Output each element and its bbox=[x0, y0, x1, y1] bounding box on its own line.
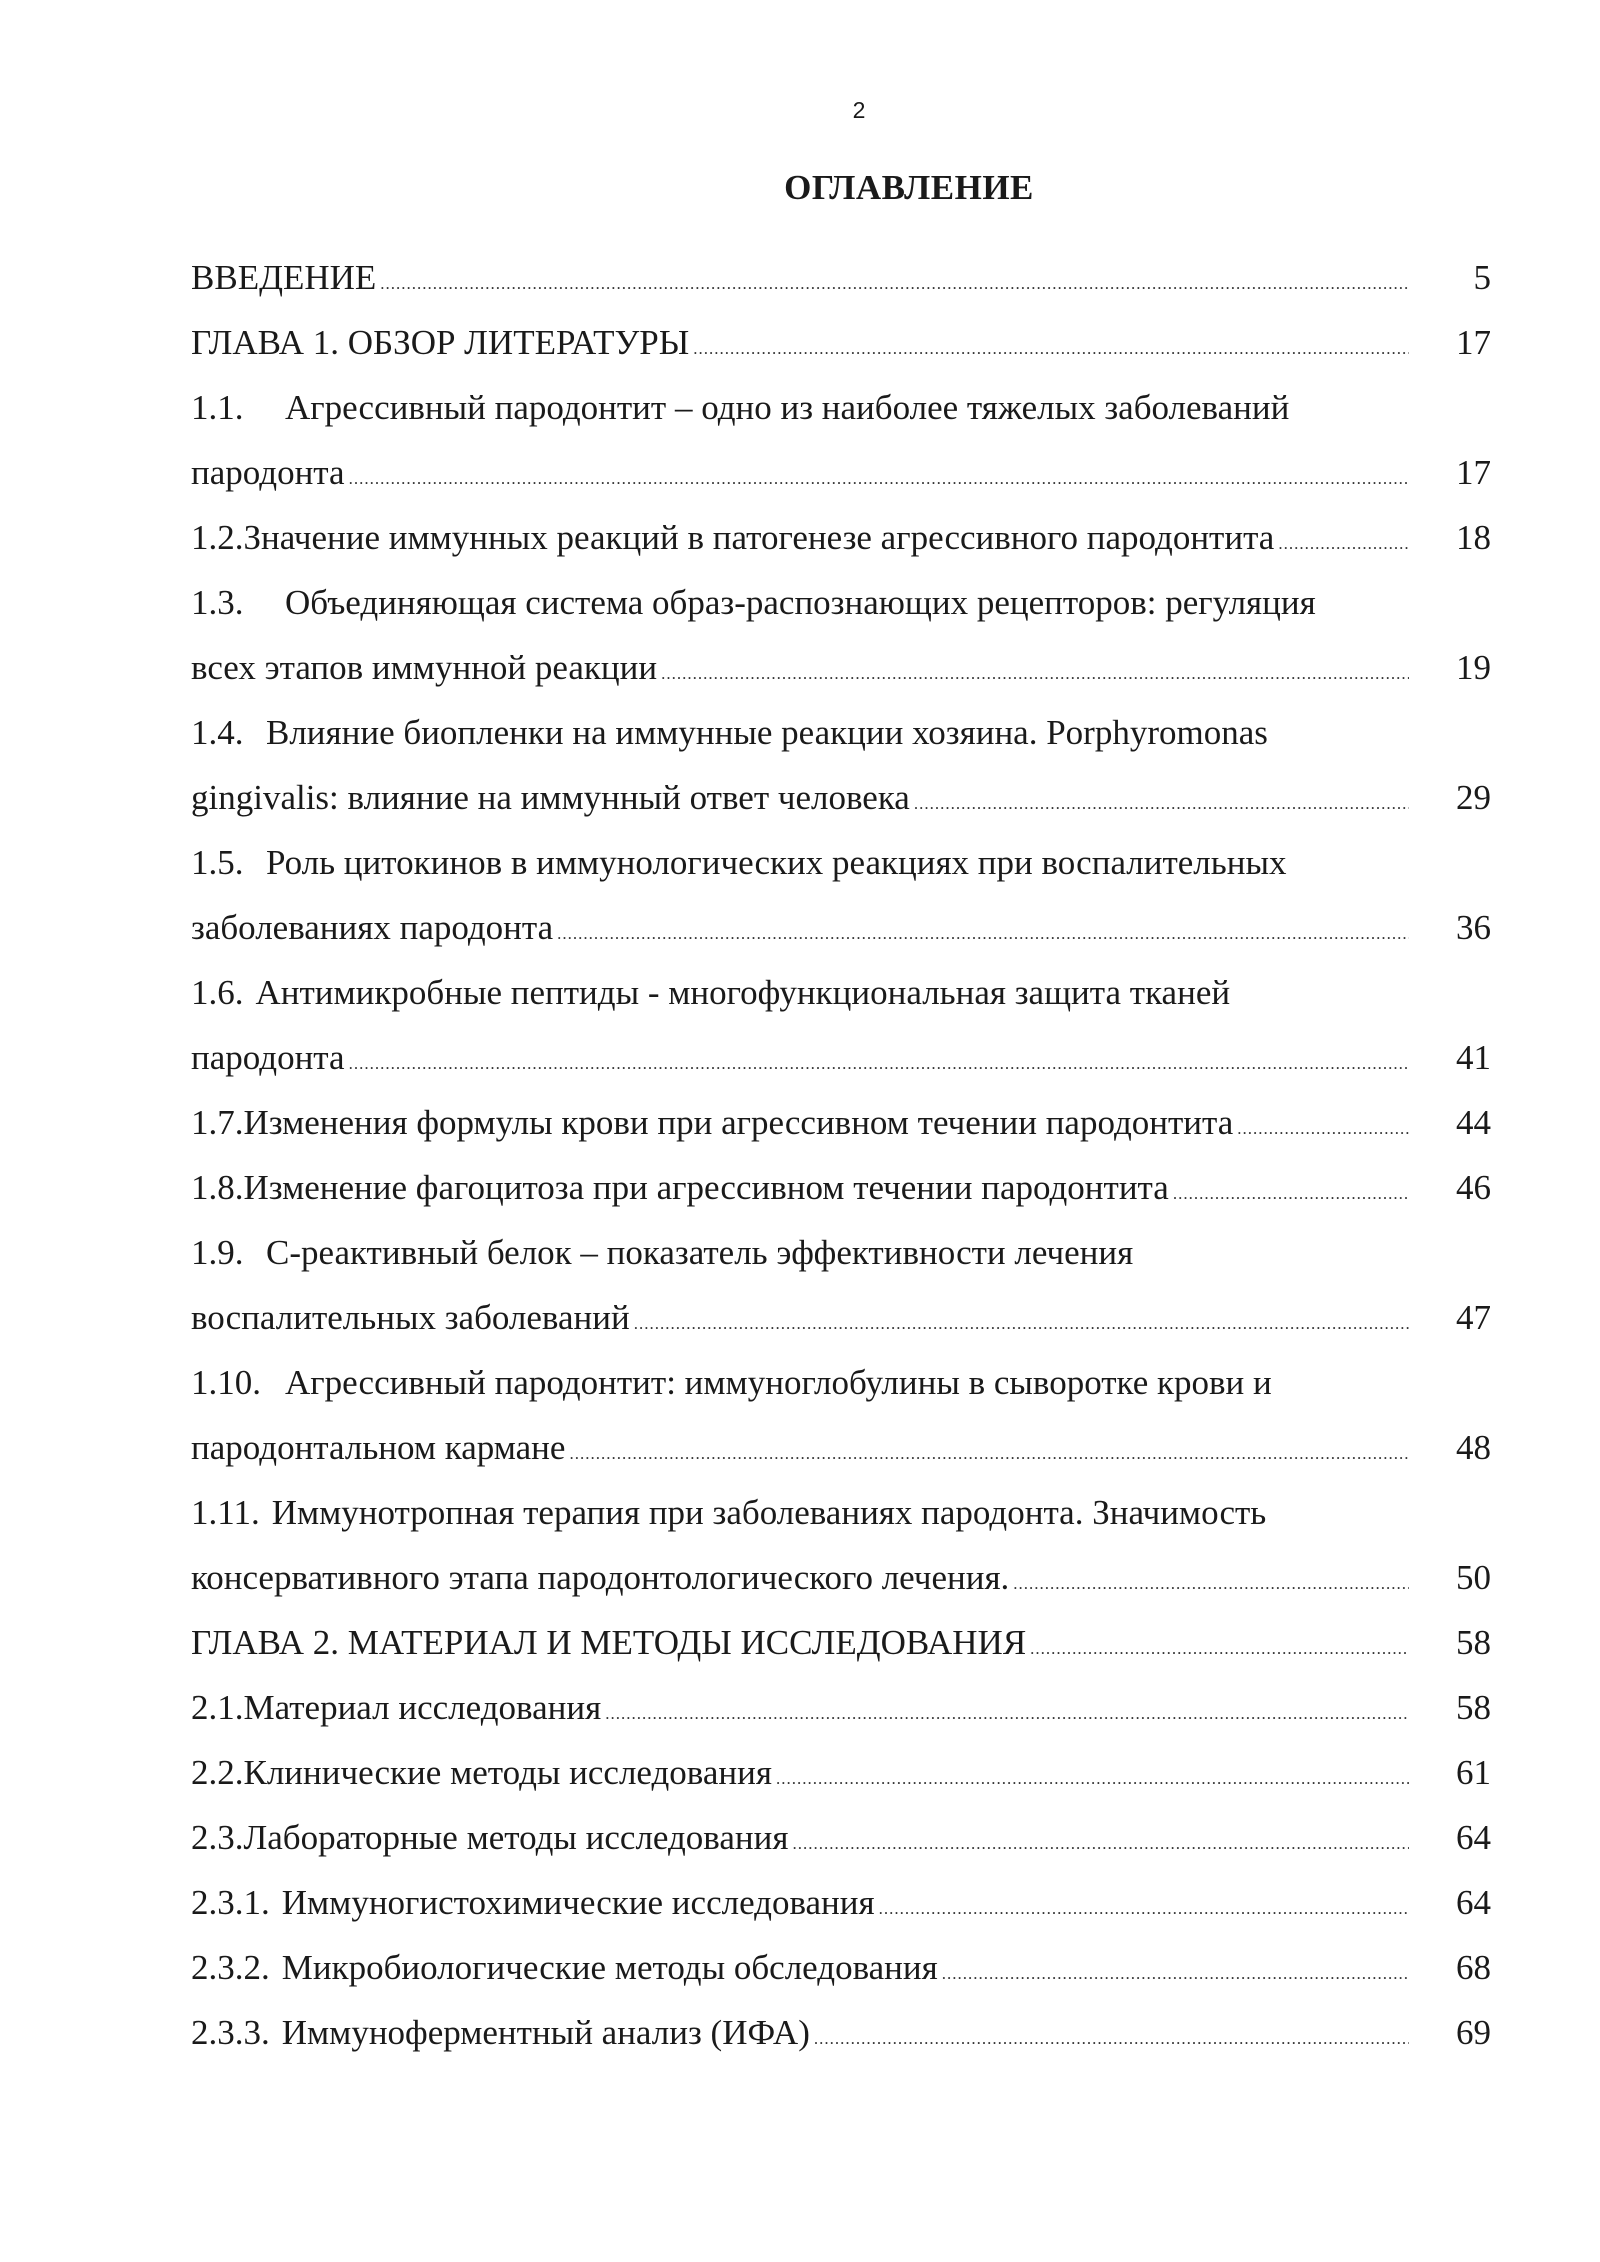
toc-entry-number: 1.4. bbox=[191, 713, 244, 752]
toc-entry-page: 41 bbox=[1456, 1038, 1491, 1077]
toc-entry-page: 44 bbox=[1456, 1103, 1491, 1142]
toc-entry[interactable] bbox=[191, 1870, 1491, 1935]
toc-entry[interactable] bbox=[191, 505, 1491, 570]
toc-entry-number: 1.1. bbox=[191, 388, 244, 427]
toc-entry-number: 2.3. bbox=[191, 1818, 244, 1857]
toc-entry-page: 36 bbox=[1456, 908, 1491, 947]
toc-entry-page: 61 bbox=[1456, 1753, 1491, 1792]
toc-entry-text: С-реактивный белок – показатель эффективности лечения bbox=[266, 1233, 1134, 1272]
toc-entry-text: пародонта bbox=[191, 1038, 345, 1077]
dot-leader bbox=[1237, 1096, 1409, 1161]
toc-entry-text: ГЛАВА 2. МАТЕРИАЛ И МЕТОДЫ ИССЛЕДОВАНИЯ bbox=[191, 1623, 1027, 1662]
toc-entry-text: Роль цитокинов в иммунологических реакциях при воспалительных bbox=[266, 843, 1287, 882]
dot-leader bbox=[349, 446, 1409, 511]
toc-entry-text: ВВЕДЕНИЕ bbox=[191, 258, 377, 297]
toc-entry-text: Материал исследования bbox=[243, 1688, 602, 1727]
toc-entry-page: 68 bbox=[1456, 1948, 1491, 1987]
dot-leader bbox=[1013, 1551, 1409, 1616]
dot-leader bbox=[661, 641, 1409, 706]
toc-entry-number: 1.2. bbox=[191, 518, 244, 557]
toc-entry-text: Объединяющая система образ-распознающих рецепторов: регуляция bbox=[285, 583, 1316, 622]
toc-entry[interactable] bbox=[191, 1805, 1491, 1870]
toc-entry-text: Микробиологические методы обследования bbox=[281, 1948, 938, 1987]
toc-title: ОГЛАВЛЕНИЕ bbox=[784, 168, 1034, 207]
toc-entry-page: 64 bbox=[1456, 1818, 1491, 1857]
toc-entry[interactable] bbox=[191, 1350, 1491, 1480]
dot-leader bbox=[605, 1681, 1409, 1746]
dot-leader bbox=[1278, 511, 1409, 576]
dot-leader bbox=[693, 316, 1409, 381]
page-number: 2 bbox=[852, 97, 866, 123]
toc-entry-text: Изменение фагоцитоза при агрессивном течении пародонтита bbox=[243, 1168, 1169, 1207]
toc-entry-text: Значение иммунных реакций в патогенезе агрессивного пародонтита bbox=[243, 518, 1275, 557]
toc-entry-text: всех этапов иммунной реакции bbox=[191, 648, 658, 687]
toc-entry[interactable] bbox=[191, 310, 1491, 375]
toc-entry-text: Агрессивный пародонтит: иммуноглобулины в сыворотке крови и bbox=[285, 1363, 1272, 1402]
toc-entry-number: 1.3. bbox=[191, 583, 244, 622]
toc-entry-page: 64 bbox=[1456, 1883, 1491, 1922]
toc-entry[interactable] bbox=[191, 245, 1491, 310]
toc-entry-page: 17 bbox=[1456, 453, 1491, 492]
toc-entry[interactable] bbox=[191, 1480, 1491, 1610]
toc-entry-page: 46 bbox=[1456, 1168, 1491, 1207]
dot-leader bbox=[634, 1291, 1409, 1356]
dot-leader bbox=[557, 901, 1409, 966]
toc-entry-text: консервативного этапа пародонтологического лечения. bbox=[191, 1558, 1010, 1597]
toc-entry-text: воспалительных заболеваний bbox=[191, 1298, 630, 1337]
dot-leader bbox=[380, 251, 1409, 316]
toc-entry[interactable] bbox=[191, 1675, 1491, 1740]
toc-entry-text: Влияние биопленки на иммунные реакции хозяина. Porphyromonas bbox=[266, 713, 1268, 752]
table-of-contents bbox=[191, 245, 1491, 2065]
toc-entry-number: 2.2. bbox=[191, 1753, 244, 1792]
toc-entry-text: Антимикробные пептиды - многофункциональная защита тканей bbox=[255, 973, 1231, 1012]
toc-entry-text: Иммуноферментный анализ (ИФА) bbox=[281, 2013, 810, 2052]
dot-leader bbox=[569, 1421, 1409, 1486]
toc-entry[interactable] bbox=[191, 960, 1491, 1090]
toc-entry-page: 47 bbox=[1456, 1298, 1491, 1337]
toc-entry[interactable] bbox=[191, 1220, 1491, 1350]
toc-entry-number: 2.3.3. bbox=[191, 2013, 270, 2052]
toc-entry[interactable] bbox=[191, 2000, 1491, 2065]
toc-entry-number: 1.7. bbox=[191, 1103, 244, 1142]
toc-entry-text: gingivalis: влияние на иммунный ответ человека bbox=[191, 778, 910, 817]
toc-entry-page: 48 bbox=[1456, 1428, 1491, 1467]
toc-entry-page: 5 bbox=[1473, 258, 1491, 297]
toc-entry-number: 2.3.1. bbox=[191, 1883, 270, 1922]
toc-entry[interactable] bbox=[191, 1935, 1491, 2000]
toc-entry-page: 69 bbox=[1456, 2013, 1491, 2052]
dot-leader bbox=[776, 1746, 1409, 1811]
toc-entry[interactable] bbox=[191, 1090, 1491, 1155]
toc-entry-number: 1.6. bbox=[191, 973, 244, 1012]
toc-entry-text: Иммуногистохимические исследования bbox=[281, 1883, 875, 1922]
toc-entry-number: 1.8. bbox=[191, 1168, 244, 1207]
toc-entry-text: Агрессивный пародонтит – одно из наиболее тяжелых заболеваний bbox=[285, 388, 1290, 427]
toc-entry-page: 58 bbox=[1456, 1623, 1491, 1662]
toc-entry-text: пародонта bbox=[191, 453, 345, 492]
toc-entry-page: 19 bbox=[1456, 648, 1491, 687]
dot-leader bbox=[792, 1811, 1409, 1876]
toc-entry-number: 2.3.2. bbox=[191, 1948, 270, 1987]
dot-leader bbox=[1030, 1616, 1409, 1681]
toc-entry-page: 18 bbox=[1456, 518, 1491, 557]
toc-entry-text: Иммунотропная терапия при заболеваниях пародонта. Значимость bbox=[271, 1493, 1267, 1532]
toc-entry-number: 1.9. bbox=[191, 1233, 244, 1272]
toc-entry-text: ГЛАВА 1. ОБЗОР ЛИТЕРАТУРЫ bbox=[191, 323, 690, 362]
toc-entry-page: 29 bbox=[1456, 778, 1491, 817]
toc-entry[interactable] bbox=[191, 1610, 1491, 1675]
toc-entry-text: Изменения формулы крови при агрессивном течении пародонтита bbox=[243, 1103, 1234, 1142]
toc-entry-number: 1.11. bbox=[191, 1493, 260, 1532]
toc-entry-text: Лабораторные методы исследования bbox=[243, 1818, 789, 1857]
toc-entry[interactable] bbox=[191, 830, 1491, 960]
toc-entry-text: пародонтальном кармане bbox=[191, 1428, 566, 1467]
dot-leader bbox=[914, 771, 1409, 836]
dot-leader bbox=[1173, 1161, 1409, 1226]
toc-entry-text: Клинические методы исследования bbox=[243, 1753, 772, 1792]
toc-entry-number: 2.1. bbox=[191, 1688, 244, 1727]
toc-entry-number: 1.10. bbox=[191, 1363, 261, 1402]
dot-leader bbox=[814, 2006, 1409, 2071]
toc-entry-page: 58 bbox=[1456, 1688, 1491, 1727]
toc-entry[interactable] bbox=[191, 1740, 1491, 1805]
toc-entry-page: 50 bbox=[1456, 1558, 1491, 1597]
dot-leader bbox=[942, 1941, 1409, 2006]
toc-entry[interactable] bbox=[191, 375, 1491, 505]
toc-entry[interactable] bbox=[191, 570, 1491, 700]
dot-leader bbox=[879, 1876, 1409, 1941]
toc-entry[interactable] bbox=[191, 700, 1491, 830]
toc-entry-page: 17 bbox=[1456, 323, 1491, 362]
toc-entry[interactable] bbox=[191, 1155, 1491, 1220]
dot-leader bbox=[349, 1031, 1409, 1096]
toc-entry-text: заболеваниях пародонта bbox=[191, 908, 554, 947]
toc-entry-number: 1.5. bbox=[191, 843, 244, 882]
